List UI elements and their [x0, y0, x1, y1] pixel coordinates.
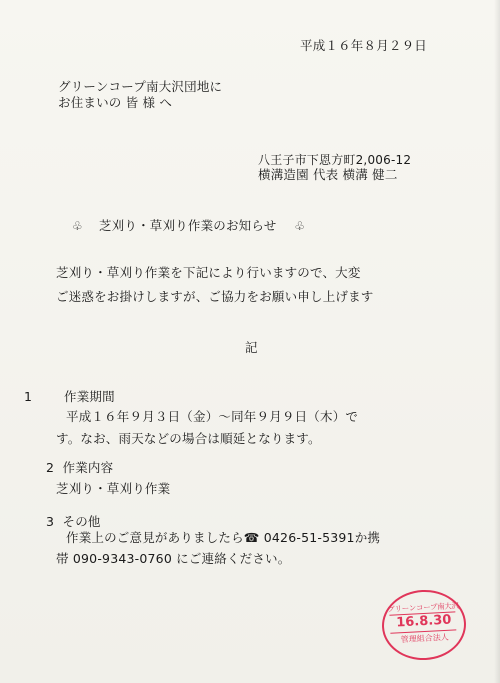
section-3-heading [46, 514, 101, 530]
intro-line-2: ご迷惑をお掛けしますが、ご協力をお願い申し上げます [56, 289, 374, 304]
notice-title-text: 芝刈り・草刈り作業のお知らせ [98, 218, 277, 233]
section-3-number: 3 [46, 514, 55, 529]
section-3-line-2: 帯 090-9343-0760 にご連絡ください。 [56, 551, 291, 566]
intro-line-1: 芝刈り・草刈り作業を下記により行いますので、大変 [56, 265, 361, 280]
section-3-line-1: 作業上のご意見がありましたら☎ 0426-51-5391か携 [66, 530, 381, 545]
section-2-line-1: 芝刈り・草刈り作業 [56, 481, 171, 496]
section-1-title: 作業期間 [64, 389, 115, 404]
clover-right-icon: ♧ [294, 219, 306, 233]
sender-address: 八王子市下恩方町2,006-12 [258, 153, 412, 167]
association-seal-stamp [380, 588, 468, 662]
stamp-date: 16.8.30 [395, 612, 452, 631]
section-1-number: 1 [24, 389, 33, 404]
notice-title [72, 218, 305, 234]
ki-heading: 記 [245, 340, 258, 355]
section-2-heading [46, 460, 113, 476]
section-3-title: その他 [62, 514, 101, 529]
section-1-line-2: す。なお、雨天などの場合は順延となります。 [56, 431, 321, 446]
document-date: 平成１６年８月２９日 [300, 38, 428, 53]
recipient-line-2: お住まいの 皆 様 へ [58, 95, 173, 110]
stamp-bottom-text: 管理組合法人 [400, 632, 449, 645]
recipient-line-1: グリーンコープ南大沢団地に [58, 79, 223, 94]
section-1-line-1: 平成１６年９月３日（金）～同年９月９日（木）で [66, 409, 359, 424]
section-2-number: 2 [46, 460, 55, 475]
clover-left-icon: ♧ [72, 219, 83, 233]
page-edge-shadow [494, 0, 500, 683]
section-1-heading [24, 389, 115, 405]
sender-name: 横溝造園 代表 横溝 健二 [258, 167, 398, 182]
stamp-top-text: グリーンコープ南大沢 [387, 601, 460, 614]
section-2-title: 作業内容 [62, 460, 114, 475]
